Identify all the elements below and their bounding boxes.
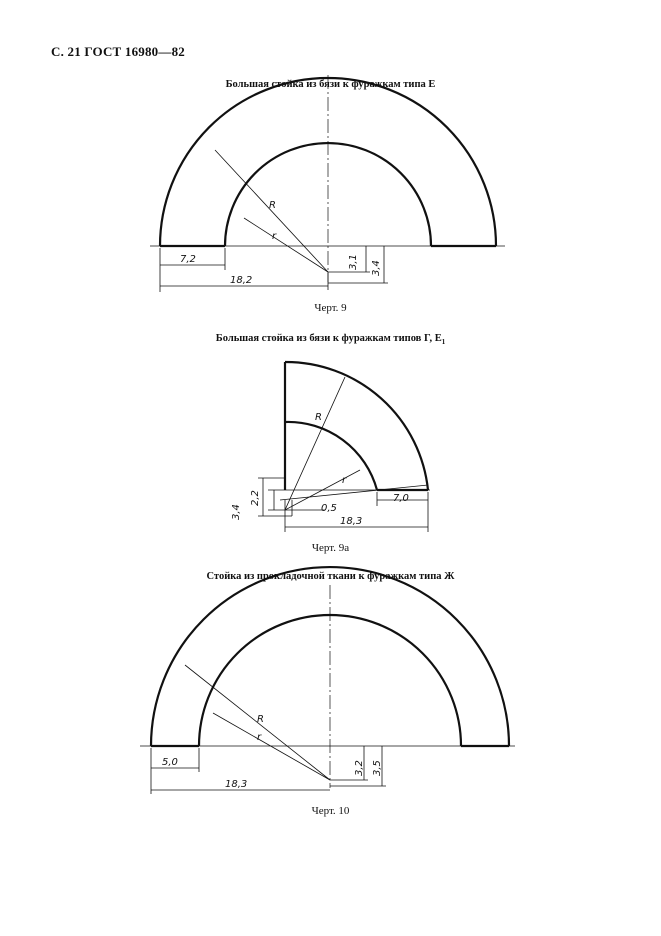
dim-label-3-2: 3,2 [354, 760, 365, 776]
radius-r-line [213, 713, 330, 780]
dim-label-2-2: 2,2 [250, 490, 261, 506]
figure-9a-title [0, 333, 661, 346]
dim-label-18-3: 18,3 [225, 779, 248, 790]
figure-10-caption: Черт. 10 [311, 805, 350, 817]
figure-9-title: Большая стойка из бязи к фуражкам типа Е [225, 79, 436, 90]
dim-label-3-5: 3,5 [372, 760, 383, 776]
dim-label-3-4: 3,4 [231, 504, 242, 520]
figure-9-caption: Черт. 9 [314, 302, 347, 314]
figure-9-drawing [0, 0, 661, 300]
dim-label-3-1: 3,1 [348, 254, 359, 270]
figure-9a-drawing [0, 350, 661, 550]
label-r: r [342, 475, 347, 486]
dim-label-18-3: 18,3 [340, 516, 363, 527]
dim-label-0-5: 0,5 [321, 503, 337, 514]
outer-arc [285, 362, 428, 490]
label-r: r [257, 732, 262, 743]
figure-10-drawing [0, 580, 661, 810]
dim-label-7-2: 7,2 [180, 254, 196, 265]
dim-label-3-4: 3,4 [371, 260, 382, 276]
figure-9a-shape [285, 362, 428, 490]
label-R: R [315, 412, 322, 423]
figure-9a-caption: Черт. 9а [311, 542, 350, 554]
label-R: R [257, 714, 264, 725]
dim-label-5-0: 5,0 [162, 757, 178, 768]
figure-9a-title-subscript: 1 [441, 338, 446, 347]
dim-label-18-2: 18,2 [230, 275, 253, 286]
page-header: С. 21 ГОСТ 16980—82 [51, 44, 185, 59]
label-r: r [272, 231, 277, 242]
figure-10-title: Стойка из прокладочной ткани к фуражкам типа Ж [206, 571, 455, 582]
label-R: R [269, 200, 276, 211]
figure-9a-title-main: Большая стойка из бязи к фуражкам типов Г, Е [215, 333, 442, 344]
dim-label-7-0: 7,0 [393, 493, 409, 504]
